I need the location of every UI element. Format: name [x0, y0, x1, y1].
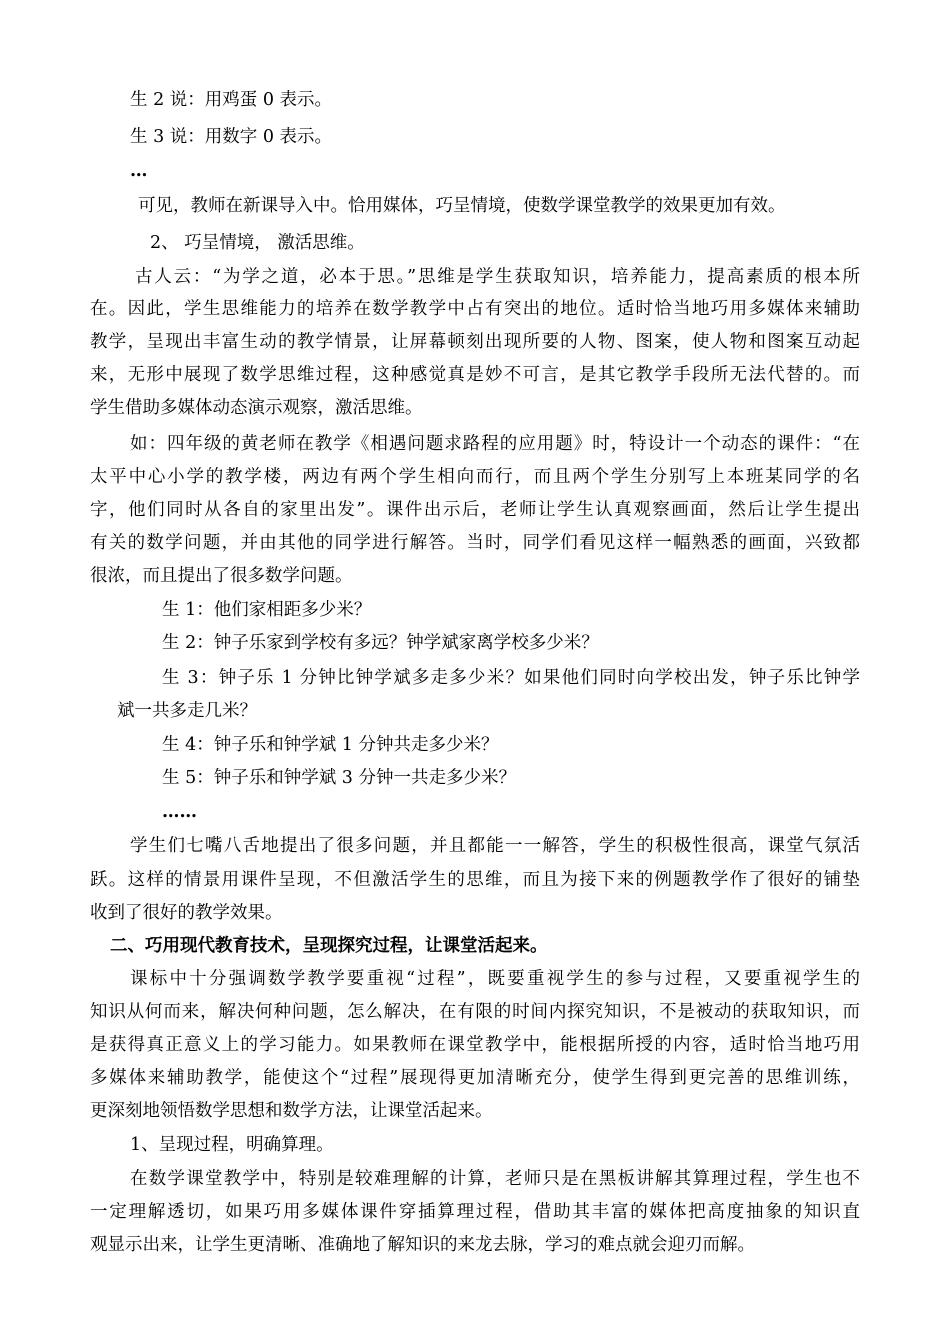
paragraph-line: 如：四年级的黄老师在教学《相遇问题求路程的应用题》时，特设计一个动态的课件：“在	[130, 434, 860, 454]
paragraph-line: 是获得真正意义上的学习能力。如果教师在课堂教学中，能根据所授的内容，适时恰当地巧用	[90, 1035, 860, 1055]
paragraph-line: 在。因此，学生思维能力的培养在数学教学中占有突出的地位。适时恰当地巧用多媒体来辅助	[90, 299, 860, 319]
paragraph-line: 很浓，而且提出了很多数学问题。	[90, 566, 353, 586]
paragraph-line: 字，他们同时从各自的家里出发”。课件出示后，老师让学生认真观察画面，然后让学生提出	[90, 500, 860, 520]
paragraph-line: 学生借助多媒体动态演示观察，激活思维。	[90, 398, 423, 418]
paragraph-line: 生 3 说：用数字 0 表示。	[130, 127, 333, 147]
paragraph-line: 更深刻地领悟数学思想和数学方法，让课堂活起来。	[90, 1101, 493, 1121]
dialogue-line: 斌一共多走几米？	[117, 701, 257, 721]
paragraph-line: 多媒体来辅助教学，能使这个“过程”展现得更加清晰充分，使学生得到更完善的思维训练，	[90, 1068, 860, 1088]
paragraph-line: 收到了很好的教学效果。	[90, 903, 283, 923]
paragraph-line: 来，无形中展现了数学思维过程，这种感觉真是妙不可言，是其它教学手段所无法代替的。而	[90, 365, 860, 385]
ellipsis-line: …	[130, 161, 148, 181]
paragraph-line: 教学，呈现出丰富生动的教学情景，让屏幕顿刻出现所要的人物、图案，使人物和图案互动起	[90, 332, 860, 352]
paragraph-line: 一定理解透切，如果巧用多媒体课件穿插算理过程，借助其丰富的媒体把高度抽象的知识直	[90, 1202, 860, 1222]
section-heading: 2、 巧呈情境， 激活思维。	[150, 233, 365, 253]
paragraph-line: 可见，教师在新课导入中。恰用媒体，巧呈情境，使数学课堂教学的效果更加有效。	[138, 196, 786, 216]
paragraph-line: 观显示出来，让学生更清晰、准确地了解知识的来龙去脉，学习的难点就会迎刃而解。	[90, 1235, 755, 1255]
subsection-heading: 1、呈现过程，明确算理。	[130, 1135, 334, 1155]
dialogue-line: 生 1：他们家相距多少米？	[162, 600, 372, 620]
paragraph-line: 课标中十分强调数学教学要重视“过程”，既要重视学生的参与过程，又要重视学生的	[130, 969, 860, 989]
ellipsis-line: ……	[162, 802, 197, 822]
paragraph-line: 知识从何而来，解决何种问题，怎么解决，在有限的时间内探究知识，不是被动的获取知识，而	[90, 1002, 860, 1022]
paragraph-line: 古人云：“为学之道，必本于思。”思维是学生获取知识，培养能力，提高素质的根本所	[135, 267, 860, 287]
dialogue-line: 生 5：钟子乐和钟学斌 3 分钟一共走多少米？	[162, 768, 516, 788]
paragraph-line: 跃。这样的情景用课件呈现，不但激活学生的思维，而且为接下来的例题教学作了很好的铺垫	[90, 870, 860, 890]
paragraph-line: 太平中心小学的教学楼，两边有两个学生相向而行，而且两个学生分别写上本班某同学的名	[90, 467, 860, 487]
paragraph-line: 有关的数学问题，并由其他的同学进行解答。当时，同学们看见这样一幅熟悉的画面，兴致都	[90, 533, 860, 553]
dialogue-line: 生 3：钟子乐 1 分钟比钟学斌多走多少米？如果他们同时向学校出发，钟子乐比钟学	[162, 668, 860, 688]
paragraph-line: 生 2 说：用鸡蛋 0 表示。	[130, 90, 333, 110]
paragraph-line: 在数学课堂教学中，特别是较难理解的计算，老师只是在黑板讲解其算理过程，学生也不	[130, 1169, 860, 1189]
dialogue-line: 生 4：钟子乐和钟学斌 1 分钟共走多少米？	[162, 735, 499, 755]
dialogue-line: 生 2：钟子乐家到学校有多远？钟学斌家离学校多少米？	[162, 633, 599, 653]
section-heading: 二、巧用现代教育技术，呈现探究过程，让课堂活起来。	[110, 936, 548, 956]
paragraph-line: 学生们七嘴八舌地提出了很多问题，并且都能一一解答，学生的积极性很高，课堂气氛活	[130, 836, 860, 856]
